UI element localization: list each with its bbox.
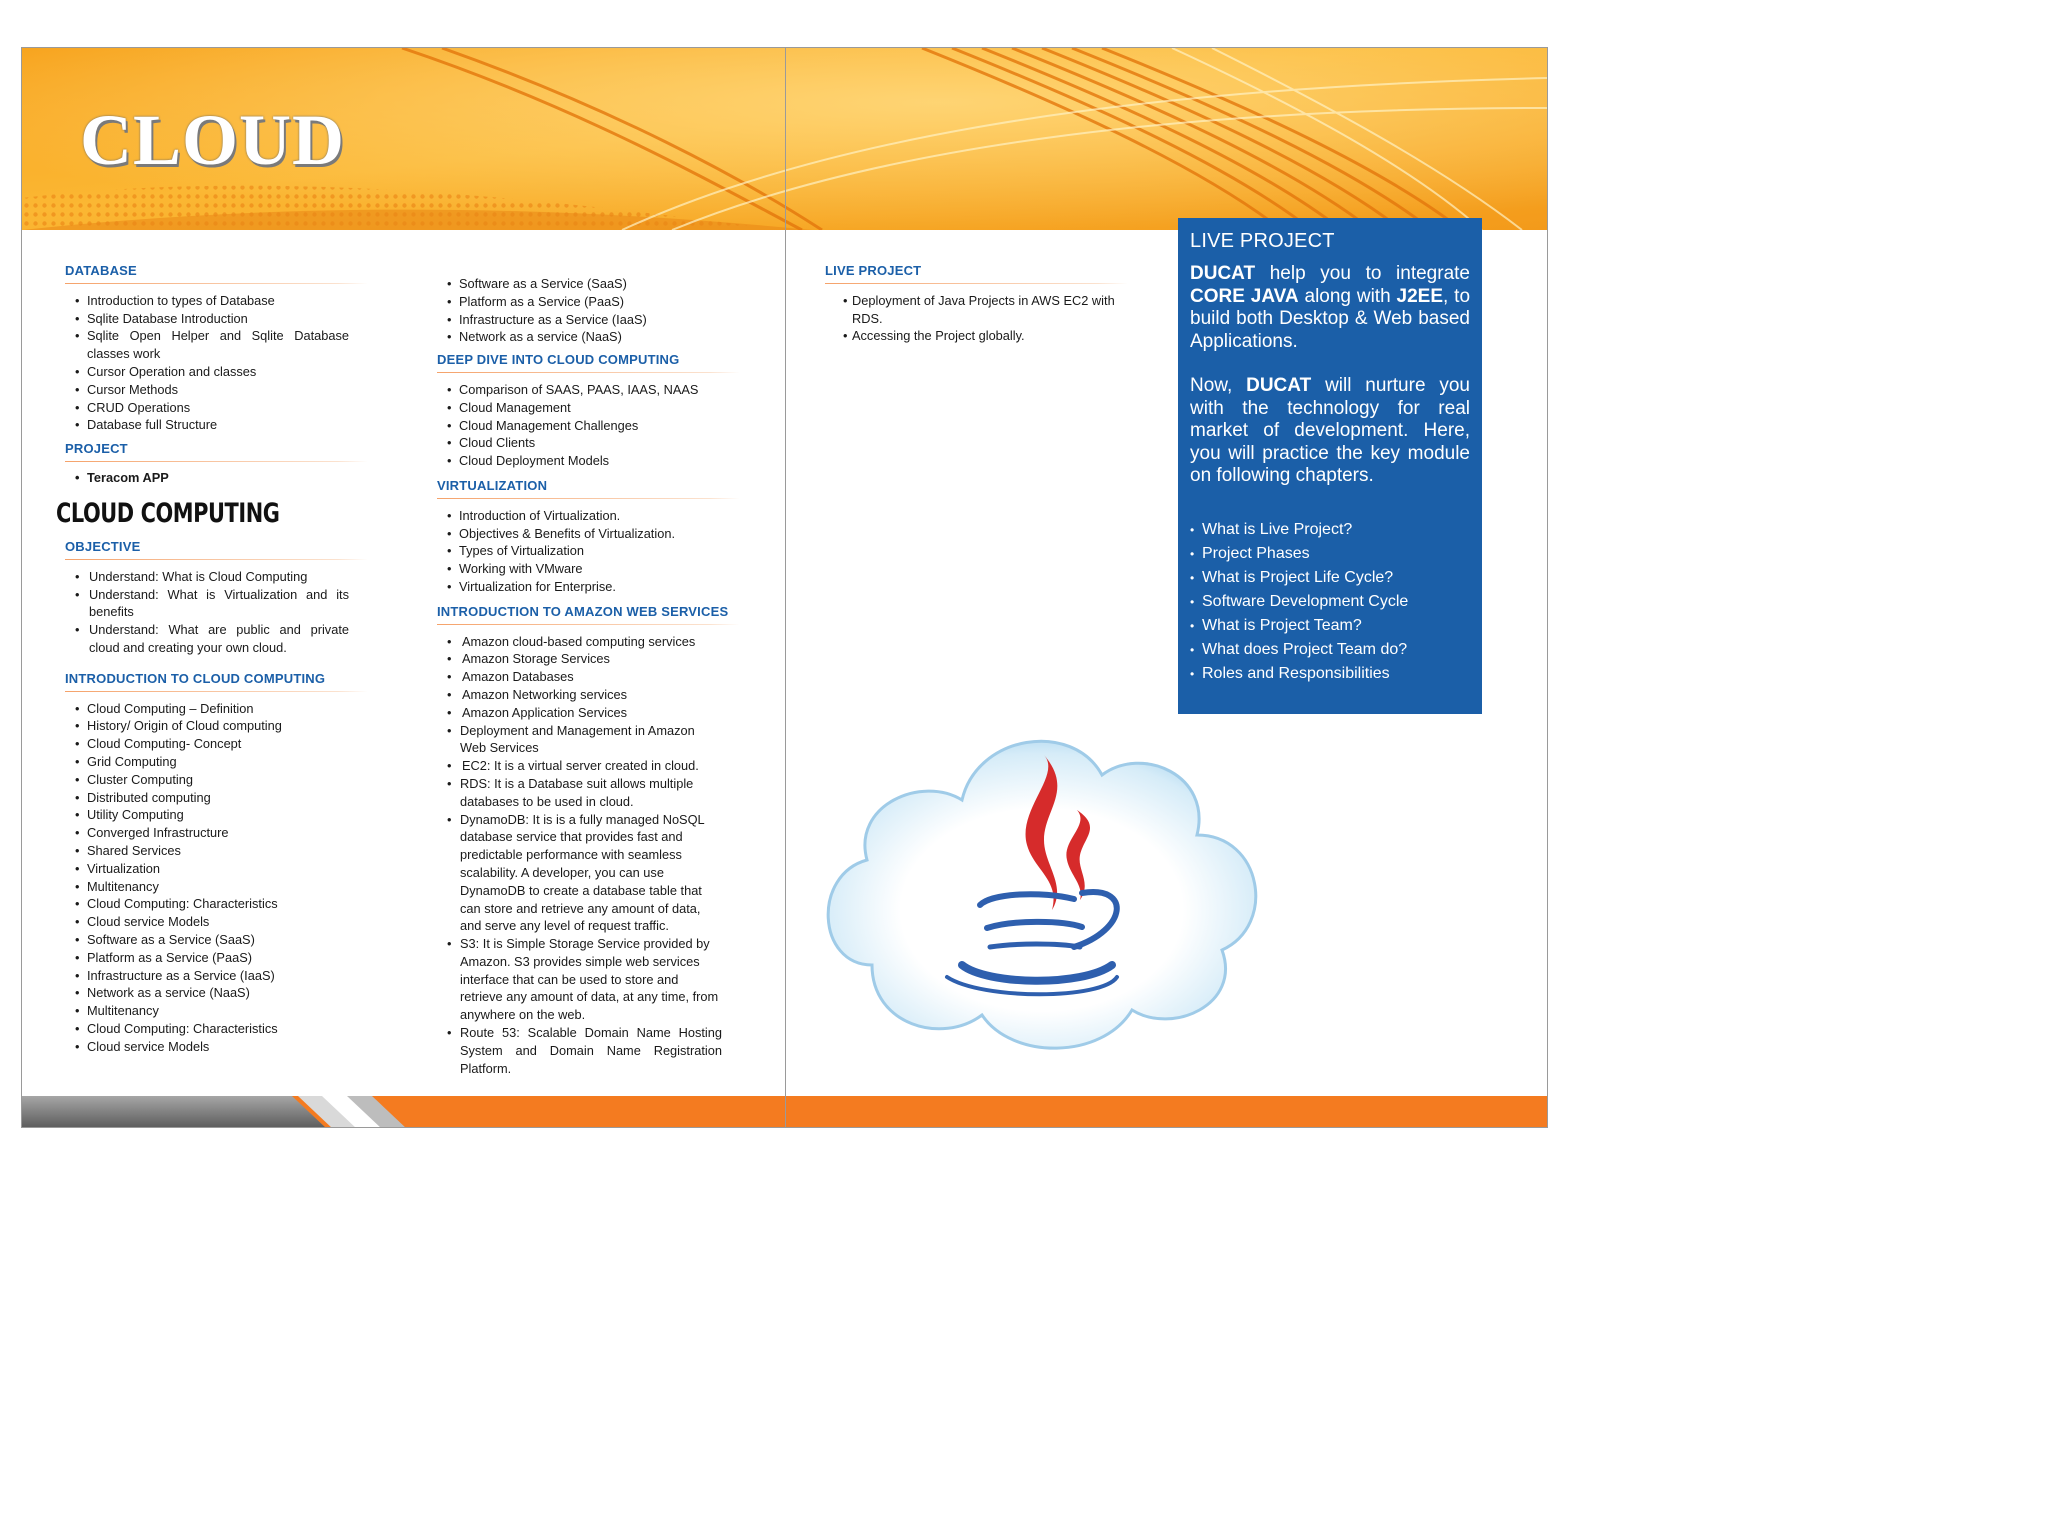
list-item: • S3: It is Simple Storage Service provided by Amazon. S3 provides simple web services interface that can be used to store and retrieve any amount of data, at any time, from anywhere on the web.	[447, 935, 722, 1024]
list-item: • Teracom APP	[75, 469, 367, 487]
list-item: • History/ Origin of Cloud computing	[75, 717, 367, 735]
list-item: • Shared Services	[75, 842, 367, 860]
section-heading-live-project: LIVE PROJECT	[825, 262, 1127, 284]
brand-name: DUCAT	[1246, 375, 1312, 396]
database-list	[75, 292, 349, 434]
section-heading-project: PROJECT	[65, 440, 367, 462]
list-item: • What is Live Project?	[1190, 518, 1470, 542]
list-item: • Distributed computing	[75, 789, 367, 807]
list-item: • Infrastructure as a Service (IaaS)	[447, 311, 739, 329]
list-item: • Amazon Application Services	[447, 704, 722, 722]
list-item: • Cursor Methods	[75, 381, 349, 399]
list-item: • Amazon Storage Services	[447, 650, 722, 668]
list-item: • Network as a service (NaaS)	[75, 984, 367, 1002]
list-item: • Types of Virtualization	[447, 542, 739, 560]
brand-name: J2EE	[1396, 285, 1444, 307]
live-project-list	[843, 292, 1127, 345]
cloud-computing-title: CLOUD COMPUTING	[56, 498, 280, 529]
list-item: • Route 53: Scalable Domain Name Hosting System and Domain Name Registration Platform.	[447, 1024, 722, 1077]
box-paragraph-2: Now, DUCAT will nurture you with the technology for real market of development. Here, you will practice the key module on following chapters.	[1190, 375, 1470, 486]
list-item: • Multitenancy	[75, 878, 367, 896]
page-number-right: 5	[1511, 1055, 1520, 1072]
list-item: • Objectives & Benefits of Virtualization.	[447, 525, 739, 543]
list-item: • Understand: What is Virtualization and its benefits	[75, 586, 349, 622]
list-item: • What does Project Team do?	[1190, 638, 1470, 662]
aws-list	[447, 633, 722, 1078]
list-item: • Amazon Networking services	[447, 686, 722, 704]
brand-name: CORE JAVA	[1190, 285, 1299, 307]
list-item: • Cloud Deployment Models	[447, 452, 739, 470]
brand-name: DUCAT	[1190, 263, 1256, 284]
list-item: • Software as a Service (SaaS)	[447, 275, 739, 293]
list-item: • What is Project Team?	[1190, 614, 1470, 638]
list-item: • DynamoDB: It is is a fully managed NoSQL database service that provides fast and predictable performance with seamless scalability. A developer, you can use DynamoDB to create a database table that can store and retrieve any amount of data, and serve any level of request traffic.	[447, 811, 722, 936]
list-item: • Cloud service Models	[75, 1038, 367, 1056]
list-item: • Software as a Service (SaaS)	[75, 931, 367, 949]
page-fold	[785, 48, 786, 1127]
list-item: • Multitenancy	[75, 1002, 367, 1020]
banner-title: CLOUD	[80, 100, 346, 180]
box-paragraph-1: DUCAT help you to integrate CORE JAVA along with J2EE, to build both Desktop & Web based Applications.	[1190, 263, 1471, 352]
java-cloud-icon	[812, 715, 1272, 1060]
list-item: • Database full Structure	[75, 416, 349, 434]
list-item: • Deployment of Java Projects in AWS EC2 with RDS.	[843, 292, 1127, 328]
list-item: • Cloud Computing: Characteristics	[75, 895, 367, 913]
list-item: • Amazon Databases	[447, 668, 722, 686]
list-item: • Understand: What is Cloud Computing	[75, 568, 349, 586]
list-item: • Working with VMware	[447, 560, 739, 578]
list-item: • Sqlite Open Helper and Sqlite Database classes work	[75, 327, 349, 363]
objective-list	[75, 568, 349, 657]
list-item: • Comparison of SAAS, PAAS, IAAS, NAAS	[447, 381, 739, 399]
list-item: • Cloud Management Challenges	[447, 417, 739, 435]
box-title: LIVE PROJECT	[1190, 230, 1335, 252]
list-item: • Cloud Computing- Concept	[75, 735, 367, 753]
list-item: • Project Phases	[1190, 542, 1470, 566]
list-item: • Cursor Operation and classes	[75, 363, 349, 381]
list-item: • Platform as a Service (PaaS)	[447, 293, 739, 311]
virtualization-list	[447, 507, 739, 596]
list-item: • Cloud service Models	[75, 913, 367, 931]
list-item: • Grid Computing	[75, 753, 367, 771]
list-item: • Platform as a Service (PaaS)	[75, 949, 367, 967]
list-item: • CRUD Operations	[75, 399, 349, 417]
list-item: • RDS: It is a Database suit allows multiple databases to be used in cloud.	[447, 775, 722, 811]
page-number-left: 4	[51, 1055, 60, 1072]
list-item: • What is Project Life Cycle?	[1190, 566, 1470, 590]
right-column	[825, 262, 1127, 345]
list-item: • Sqlite Database Introduction	[75, 310, 349, 328]
list-item: • Roles and Responsibilities	[1190, 662, 1470, 686]
list-item: • Network as a service (NaaS)	[447, 328, 739, 346]
list-item: • Cloud Computing – Definition	[75, 700, 367, 718]
list-item: • Converged Infrastructure	[75, 824, 367, 842]
section-heading-aws: INTRODUCTION TO AMAZON WEB SERVICES	[437, 603, 739, 625]
list-item: • Amazon cloud-based computing services	[447, 633, 722, 651]
list-item: • Deployment and Management in Amazon Web Services	[447, 722, 722, 758]
left-column-1-lower	[65, 538, 367, 1056]
list-item: • Introduction of Virtualization.	[447, 507, 739, 525]
project-list	[75, 469, 367, 487]
section-heading-deep-dive: DEEP DIVE INTO CLOUD COMPUTING	[437, 351, 739, 373]
list-item: • Software Development Cycle	[1190, 590, 1470, 614]
section-heading-database: DATABASE	[65, 262, 367, 284]
list-item: • Infrastructure as a Service (IaaS)	[75, 967, 367, 985]
list-item: • Introduction to types of Database	[75, 292, 349, 310]
list-item: • Virtualization	[75, 860, 367, 878]
section-heading-objective: OBJECTIVE	[65, 538, 367, 560]
chapter-list	[1190, 518, 1470, 686]
list-item: • Cluster Computing	[75, 771, 367, 789]
list-item: • Accessing the Project globally.	[843, 327, 1127, 345]
list-item: • EC2: It is a virtual server created in cloud.	[447, 757, 722, 775]
list-item: • Cloud Management	[447, 399, 739, 417]
service-models-list	[447, 275, 739, 346]
left-column-1	[65, 262, 367, 487]
live-project-box	[1178, 218, 1482, 714]
deep-dive-list	[447, 381, 739, 470]
list-item: • Utility Computing	[75, 806, 367, 824]
intro-cloud-list	[75, 700, 367, 1056]
left-column-2	[437, 275, 739, 1077]
list-item: • Cloud Computing: Characteristics	[75, 1020, 367, 1038]
section-heading-virtualization: VIRTUALIZATION	[437, 477, 739, 499]
list-item: • Virtualization for Enterprise.	[447, 578, 739, 596]
section-heading-intro-cloud: INTRODUCTION TO CLOUD COMPUTING	[65, 670, 367, 692]
list-item: • Cloud Clients	[447, 434, 739, 452]
list-item: • Understand: What are public and private cloud and creating your own cloud.	[75, 621, 349, 657]
